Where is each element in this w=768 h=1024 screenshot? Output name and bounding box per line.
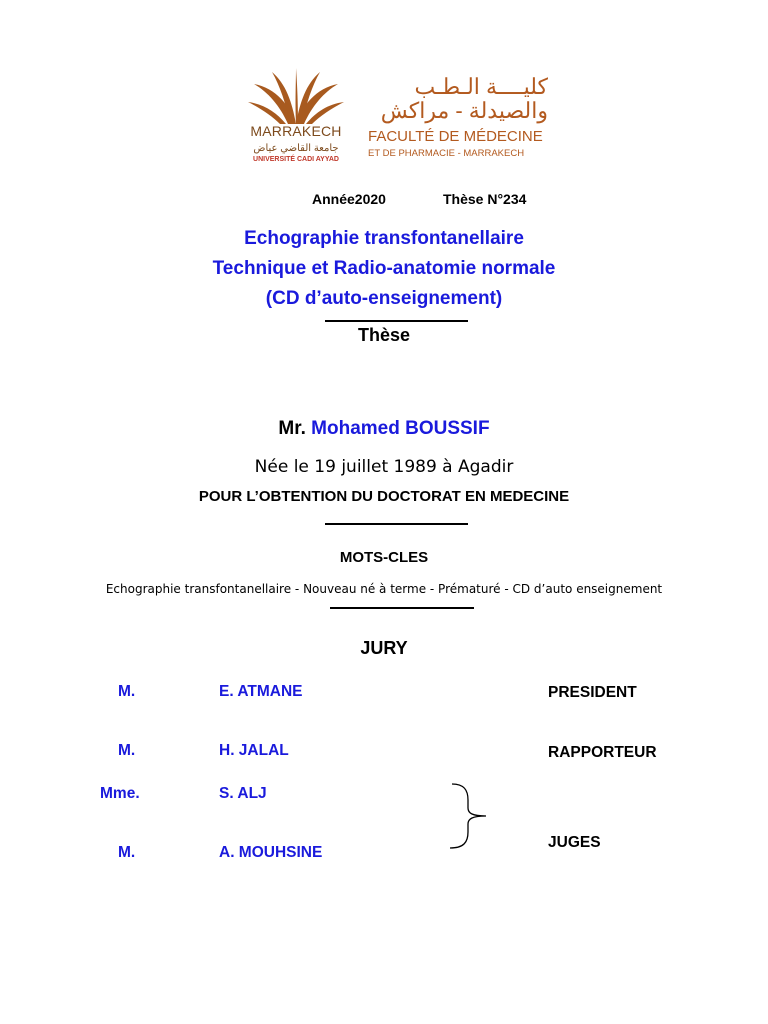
logo-faculty-line-2: ET DE PHARMACIE - MARRAKECH [368, 148, 525, 159]
logo-arabic-university: جامعة القاضي عياض [253, 143, 339, 154]
title-line-2: Technique et Radio-anatomie normale [212, 258, 556, 279]
jury-member-name: S. ALJ [219, 785, 267, 802]
thesis-number: Thèse N°234 [443, 191, 527, 207]
jury-member-name: H. JALAL [219, 742, 289, 759]
jury-member-title: M. [118, 683, 136, 700]
divider [330, 607, 474, 609]
jury-member-title: M. [118, 742, 136, 759]
purpose-statement: POUR L’OBTENTION DU DOCTORAT EN MEDECINE [198, 488, 570, 505]
logo-faculty-line-1: FACULTÉ DE MÉDECINE [368, 128, 543, 145]
title-line-3: (CD d’auto-enseignement) [265, 288, 503, 309]
jury-member-name: E. ATMANE [219, 683, 303, 700]
faculty-logo-icon [246, 66, 346, 128]
brace-icon [446, 780, 496, 852]
logo-arabic-line-2: والصيدلة - مراكش [380, 98, 548, 123]
keywords-text: Echographie transfontanellaire - Nouveau né à terme - Prématuré - CD d’auto enseignement [105, 582, 663, 596]
keywords-heading: MOTS-CLES [339, 549, 429, 566]
logo-university: UNIVERSITÉ CADI AYYAD [253, 156, 339, 163]
jury-member-role: RAPPORTEUR [548, 744, 657, 761]
thesis-year: Année2020 [312, 191, 386, 207]
jury-member-title: M. [118, 844, 136, 861]
document-type: Thèse [357, 325, 411, 345]
author-prefix: Mr. [278, 418, 306, 439]
jury-heading: JURY [360, 638, 408, 658]
title-line-1: Echographie transfontanellaire [244, 228, 524, 249]
author [0, 418, 768, 440]
birth-info: Née le 19 juillet 1989 à Agadir [254, 457, 514, 477]
divider [325, 523, 468, 525]
logo-arabic-line-1: كليــــة الـطـب [414, 74, 548, 99]
logo-city-text: MARRAKECH [250, 123, 342, 139]
jury-member-name: A. MOUHSINE [219, 844, 323, 861]
jury-member-role: PRESIDENT [548, 684, 637, 701]
jury-member-title: Mme. [100, 785, 140, 802]
author-name: Mohamed BOUSSIF [311, 418, 490, 439]
jury-member-role: JUGES [548, 834, 601, 851]
divider [325, 320, 468, 322]
